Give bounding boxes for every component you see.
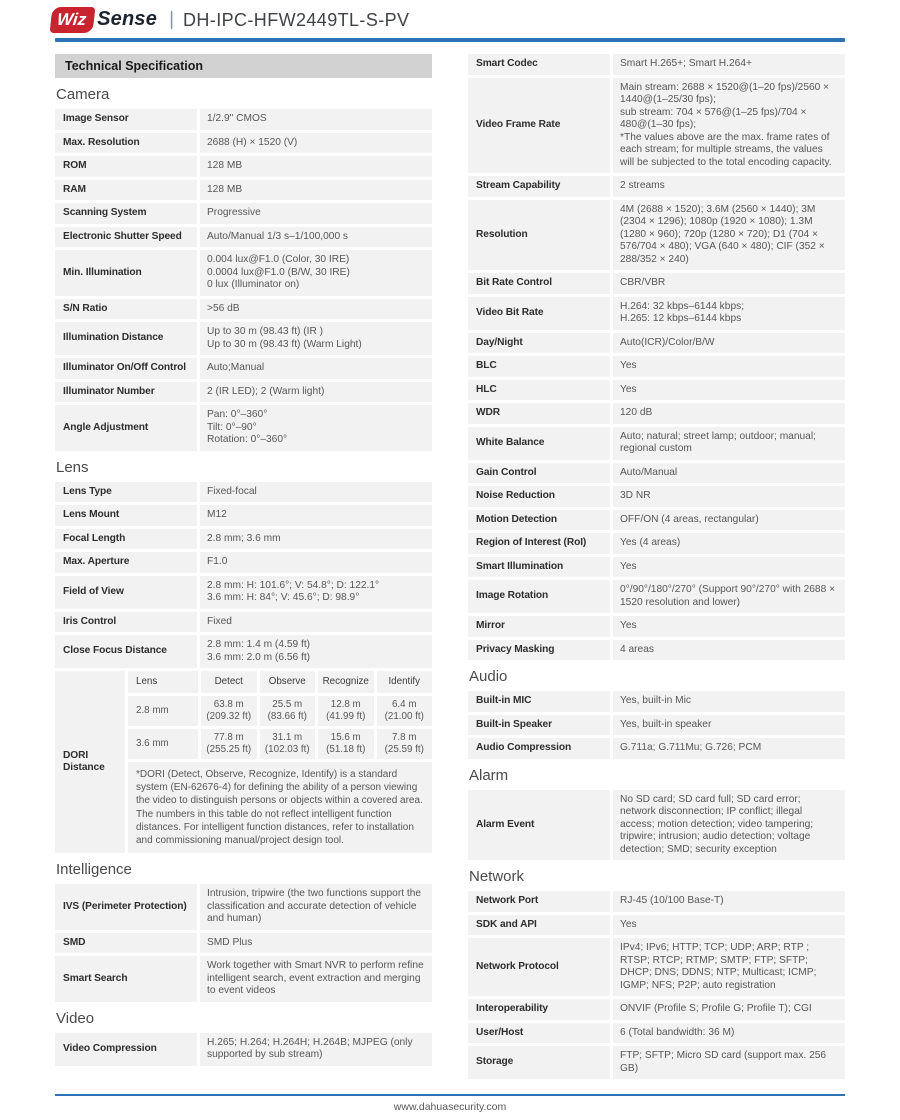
spec-row <box>468 403 845 424</box>
spec-value: Auto/Manual 1/3 s–1/100,000 s <box>200 227 432 248</box>
page-header <box>51 5 845 35</box>
spec-row <box>468 427 845 460</box>
spec-value: 0°/90°/180°/270° (Support 90°/270° with 2688 × 1520 resolution and lower) <box>613 580 845 613</box>
spec-label: Network Protocol <box>468 938 610 996</box>
spec-row <box>55 299 432 320</box>
section-title-intelligence: Intelligence <box>56 861 132 879</box>
spec-label: Illuminator On/Off Control <box>55 358 197 379</box>
page-footer <box>55 1094 845 1120</box>
spec-row <box>468 273 845 294</box>
dori-header-cell: Observe <box>260 671 316 693</box>
spec-label: Mirror <box>468 616 610 637</box>
spec-label: IVS (Perimeter Protection) <box>55 884 197 930</box>
footer-rule <box>55 1094 845 1096</box>
spec-row <box>468 640 845 661</box>
spec-row <box>55 227 432 248</box>
spec-row <box>468 78 845 174</box>
spec-label: WDR <box>468 403 610 424</box>
spec-label: Region of Interest (RoI) <box>468 533 610 554</box>
footer-url[interactable]: www.dahuasecurity.com <box>393 1101 507 1113</box>
spec-row <box>55 552 432 573</box>
spec-label: Interoperability <box>468 999 610 1020</box>
spec-row <box>468 297 845 330</box>
spec-value: 128 MB <box>200 180 432 201</box>
spec-row <box>468 938 845 996</box>
spec-label: Smart Illumination <box>468 557 610 578</box>
dori-lens-cell: 2.8 mm <box>128 696 198 726</box>
spec-columns <box>55 54 845 1082</box>
left-column <box>55 54 432 1069</box>
spec-label: Max. Aperture <box>55 552 197 573</box>
spec-value: H.265; H.264; H.264H; H.264B; MJPEG (only supported by sub stream) <box>200 1033 432 1066</box>
spec-value: Auto/Manual <box>613 463 845 484</box>
spec-value: 1/2.9" CMOS <box>200 109 432 130</box>
spec-label: Close Focus Distance <box>55 635 197 668</box>
spec-label: Network Port <box>468 891 610 912</box>
dori-value-cell: 6.4 m (21.00 ft) <box>377 696 433 726</box>
spec-label: Day/Night <box>468 333 610 354</box>
spec-row <box>55 612 432 633</box>
spec-row <box>55 884 432 930</box>
spec-value: 2 streams <box>613 176 845 197</box>
spec-value: Main stream: 2688 × 1520@(1–20 fps)/2560 × 1440@(1–25/30 fps); sub stream: 704 × 576@(1–25 fps)/704 × 480@(1–30 fps); *The values above are the max. frame rates of each stream; for multiple streams, the values will be subjected to the total encoding capacity. <box>613 78 845 174</box>
right-column <box>468 54 845 1082</box>
spec-row <box>55 505 432 526</box>
spec-value: Fixed <box>200 612 432 633</box>
spec-row <box>468 691 845 712</box>
spec-value: 2.8 mm: H: 101.6°; V: 54.8°; D: 122.1° 3.6 mm: H: 84°; V: 45.6°; D: 98.9° <box>200 576 432 609</box>
section-title-audio: Audio <box>469 668 508 685</box>
spec-label: Iris Control <box>55 612 197 633</box>
header-separator: | <box>169 9 174 30</box>
spec-label: Gain Control <box>468 463 610 484</box>
dori-header-cell: Detect <box>201 671 257 693</box>
spec-header: Technical Specification <box>55 54 432 78</box>
top-rule <box>55 38 845 42</box>
dori-distance-table <box>55 671 432 853</box>
spec-value: 2.8 mm; 3.6 mm <box>200 529 432 550</box>
spec-value: F1.0 <box>200 552 432 573</box>
dori-note: *DORI (Detect, Observe, Recognize, Identify) is a standard system (EN-62676-4) for defining the ability of a person viewing the video to distinguish persons or objects within a covered area. The numbers in this table do not reflect intelligent function distances. For intelligent function distances, refer to installation and commissioning manual/project design tool. <box>128 762 432 853</box>
spec-label: White Balance <box>468 427 610 460</box>
spec-value: Smart H.265+; Smart H.264+ <box>613 54 845 75</box>
spec-label: Lens Mount <box>55 505 197 526</box>
spec-row <box>55 203 432 224</box>
spec-value: Work together with Smart NVR to perform refine intelligent search, event extraction and merging to event videos <box>200 956 432 1002</box>
spec-value: Fixed-focal <box>200 482 432 503</box>
spec-row <box>468 463 845 484</box>
spec-value: Yes <box>613 616 845 637</box>
spec-label: HLC <box>468 380 610 401</box>
spec-value: Yes, built-in speaker <box>613 715 845 736</box>
spec-label: ROM <box>55 156 197 177</box>
spec-value: No SD card; SD card full; SD card error; network disconnection; IP conflict; illegal access; motion detection; video tampering; tripwire; intrusion; audio detection; voltage detection; SMD; security exception <box>613 790 845 861</box>
spec-label: Built-in MIC <box>468 691 610 712</box>
spec-value: 4 areas <box>613 640 845 661</box>
spec-row <box>55 405 432 451</box>
spec-value: Pan: 0°–360° Tilt: 0°–90° Rotation: 0°–360° <box>200 405 432 451</box>
spec-value: 2 (IR LED); 2 (Warm light) <box>200 382 432 403</box>
spec-label: Smart Search <box>55 956 197 1002</box>
spec-label: Built-in Speaker <box>468 715 610 736</box>
spec-row <box>468 510 845 531</box>
spec-value: 120 dB <box>613 403 845 424</box>
spec-value: Up to 30 m (98.43 ft) (IR ) Up to 30 m (98.43 ft) (Warm Light) <box>200 322 432 355</box>
spec-value: Yes (4 areas) <box>613 533 845 554</box>
spec-row <box>468 891 845 912</box>
spec-value: Yes <box>613 380 845 401</box>
dori-value-cell: 63.8 m (209.32 ft) <box>201 696 257 726</box>
spec-row <box>55 956 432 1002</box>
spec-value: Auto;Manual <box>200 358 432 379</box>
spec-value: Progressive <box>200 203 432 224</box>
spec-row <box>468 333 845 354</box>
section-title-video: Video <box>56 1009 95 1027</box>
dori-value-cell: 77.8 m (255.25 ft) <box>201 729 257 759</box>
spec-row <box>55 529 432 550</box>
spec-label: Privacy Masking <box>468 640 610 661</box>
spec-label: Video Frame Rate <box>468 78 610 174</box>
spec-value: IPv4; IPv6; HTTP; TCP; UDP; ARP; RTP ; RTSP; RTCP; RTMP; SMTP; FTP; SFTP; DHCP; DNS; DDNS; NTP; Multicast; ICMP; IGMP; NFS; P2P; auto registration <box>613 938 845 996</box>
spec-row <box>55 482 432 503</box>
model-title: DH-IPC-HFW2449TL-S-PV <box>183 9 410 30</box>
spec-label: Illumination Distance <box>55 322 197 355</box>
spec-value: OFF/ON (4 areas, rectangular) <box>613 510 845 531</box>
spec-row <box>55 358 432 379</box>
spec-row <box>55 250 432 296</box>
spec-value: 3D NR <box>613 486 845 507</box>
spec-value: Auto(ICR)/Color/B/W <box>613 333 845 354</box>
spec-label: Storage <box>468 1046 610 1079</box>
spec-value: SMD Plus <box>200 933 432 954</box>
section-title-alarm: Alarm <box>469 766 509 784</box>
dori-value-cell: 15.6 m (51.18 ft) <box>318 729 374 759</box>
spec-value: 0.004 lux@F1.0 (Color, 30 IRE) 0.0004 lux@F1.0 (B/W, 30 IRE) 0 lux (Illuminator on) <box>200 250 432 296</box>
spec-label: Angle Adjustment <box>55 405 197 451</box>
spec-row <box>55 109 432 130</box>
spec-label: Video Bit Rate <box>468 297 610 330</box>
spec-value: 4M (2688 × 1520); 3.6M (2560 × 1440); 3M (2304 × 1296); 1080p (1920 × 1080); 1.3M (1280 × 960); 720p (1280 × 720); D1 (704 × 576/704 × 480); VGA (640 × 480); CIF (352 × 288/352 × 240) <box>613 200 845 271</box>
spec-row <box>468 176 845 197</box>
spec-label: Image Sensor <box>55 109 197 130</box>
spec-row <box>468 486 845 507</box>
spec-label: RAM <box>55 180 197 201</box>
spec-row <box>468 200 845 271</box>
spec-row <box>55 933 432 954</box>
spec-value: ONVIF (Profile S; Profile G; Profile T); CGI <box>613 999 845 1020</box>
dori-lens-cell: 3.6 mm <box>128 729 198 759</box>
spec-label: Motion Detection <box>468 510 610 531</box>
spec-row <box>468 915 845 936</box>
spec-value: >56 dB <box>200 299 432 320</box>
spec-value: Yes <box>613 356 845 377</box>
spec-label: Electronic Shutter Speed <box>55 227 197 248</box>
spec-label: Audio Compression <box>468 738 610 759</box>
spec-label: Image Rotation <box>468 580 610 613</box>
section-title-camera: Camera <box>56 86 110 103</box>
spec-row <box>468 1023 845 1044</box>
section-title-lens: Lens <box>56 458 89 476</box>
spec-label: Field of View <box>55 576 197 609</box>
wiz-logo-sense: Sense <box>97 8 158 30</box>
spec-value: G.711a; G.711Mu; G.726; PCM <box>613 738 845 759</box>
dori-header-cell: Recognize <box>318 671 374 693</box>
spec-label: Illuminator Number <box>55 382 197 403</box>
dori-value-cell: 31.1 m (102.03 ft) <box>260 729 316 759</box>
spec-label: Stream Capability <box>468 176 610 197</box>
spec-value: CBR/VBR <box>613 273 845 294</box>
spec-row <box>468 557 845 578</box>
spec-value: 128 MB <box>200 156 432 177</box>
dori-value-cell: 7.8 m (25.59 ft) <box>377 729 433 759</box>
spec-value: M12 <box>200 505 432 526</box>
spec-row <box>468 580 845 613</box>
wiz-logo-badge: Wiz <box>50 7 96 33</box>
spec-value: H.264: 32 kbps–6144 kbps; H.265: 12 kbps–6144 kbps <box>613 297 845 330</box>
spec-label: Bit Rate Control <box>468 273 610 294</box>
spec-label: User/Host <box>468 1023 610 1044</box>
spec-label: Focal Length <box>55 529 197 550</box>
dori-row-label: DORI Distance <box>55 671 125 853</box>
spec-value: Yes <box>613 557 845 578</box>
spec-label: Max. Resolution <box>55 133 197 154</box>
spec-label: Lens Type <box>55 482 197 503</box>
spec-row <box>468 715 845 736</box>
dori-value-cell: 12.8 m (41.99 ft) <box>318 696 374 726</box>
spec-row <box>468 356 845 377</box>
spec-label: BLC <box>468 356 610 377</box>
spec-row <box>55 133 432 154</box>
spec-value: Intrusion, tripwire (the two functions support the classification and accurate detection of vehicle and human) <box>200 884 432 930</box>
spec-row <box>55 156 432 177</box>
spec-value: RJ-45 (10/100 Base-T) <box>613 891 845 912</box>
spec-row <box>468 616 845 637</box>
spec-row <box>468 738 845 759</box>
spec-value: FTP; SFTP; Micro SD card (support max. 256 GB) <box>613 1046 845 1079</box>
spec-row <box>468 380 845 401</box>
spec-label: Smart Codec <box>468 54 610 75</box>
spec-label: Min. Illumination <box>55 250 197 296</box>
spec-label: SDK and API <box>468 915 610 936</box>
dori-header-cell: Identify <box>377 671 433 693</box>
spec-label: Alarm Event <box>468 790 610 861</box>
spec-row <box>55 180 432 201</box>
wizsense-logo <box>51 7 157 33</box>
spec-value: Yes <box>613 915 845 936</box>
spec-label: SMD <box>55 933 197 954</box>
spec-row <box>468 533 845 554</box>
spec-value: Yes, built-in Mic <box>613 691 845 712</box>
spec-row <box>55 382 432 403</box>
section-title-network: Network <box>469 868 525 885</box>
spec-row <box>468 790 845 861</box>
spec-label: Video Compression <box>55 1033 197 1066</box>
spec-row <box>468 999 845 1020</box>
dori-grid <box>128 671 432 853</box>
spec-row <box>468 54 845 75</box>
spec-value: Auto; natural; street lamp; outdoor; manual; regional custom <box>613 427 845 460</box>
dori-value-cell: 25.5 m (83.66 ft) <box>260 696 316 726</box>
spec-row <box>55 635 432 668</box>
spec-value: 2688 (H) × 1520 (V) <box>200 133 432 154</box>
spec-label: Noise Reduction <box>468 486 610 507</box>
spec-label: S/N Ratio <box>55 299 197 320</box>
dori-header-cell: Lens <box>128 671 198 693</box>
spec-value: 2.8 mm: 1.4 m (4.59 ft) 3.6 mm: 2.0 m (6.56 ft) <box>200 635 432 668</box>
spec-label: Scanning System <box>55 203 197 224</box>
spec-row <box>468 1046 845 1079</box>
spec-row <box>55 576 432 609</box>
spec-row <box>55 322 432 355</box>
spec-value: 6 (Total bandwidth: 36 M) <box>613 1023 845 1044</box>
spec-row <box>55 1033 432 1066</box>
spec-label: Resolution <box>468 200 610 271</box>
